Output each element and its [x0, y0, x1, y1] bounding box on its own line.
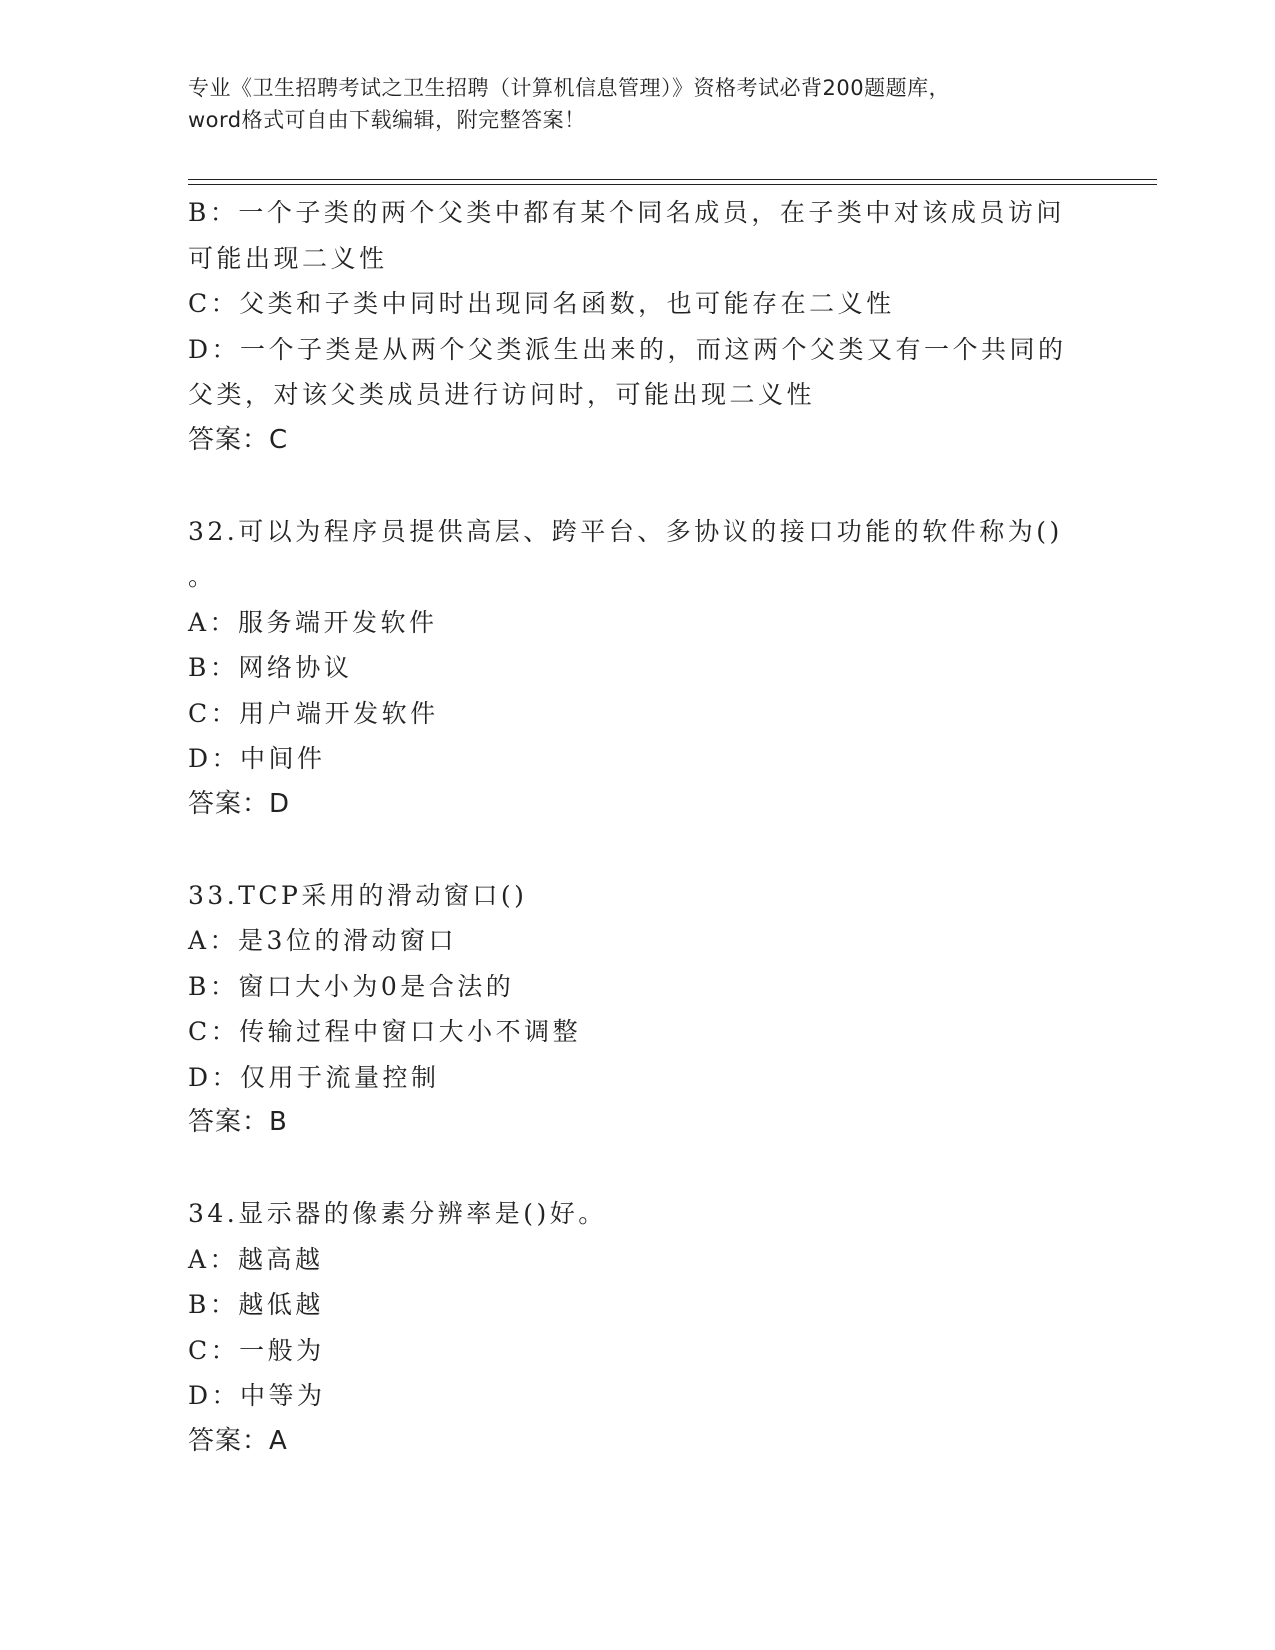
question-block-34	[188, 1191, 1088, 1464]
header-title-line-1: 专业《卫生招聘考试之卫生招聘（计算机信息管理）》资格考试必背200题题库，	[188, 76, 951, 100]
question-text-continued: 。	[188, 562, 217, 591]
document-header	[188, 72, 1088, 136]
spacer	[188, 463, 1088, 509]
option-a: A：是3位的滑动窗口	[188, 926, 457, 955]
option-b-continued: 可能出现二义性	[188, 243, 388, 273]
option-d: D：中等为	[188, 1381, 326, 1410]
header-divider-top	[188, 179, 1157, 180]
option-a: A：服务端开发软件	[188, 607, 438, 637]
spacer	[188, 1146, 1088, 1192]
question-text: 34.显示器的像素分辨率是()好。	[188, 1199, 607, 1228]
option-c: C：传输过程中窗口大小不调整	[188, 1017, 582, 1046]
question-block-33	[188, 873, 1088, 1146]
answer: 答案：C	[188, 424, 289, 455]
answer: 答案：D	[188, 788, 291, 819]
option-b: B：一个子类的两个父类中都有某个同名成员，在子类中对该成员访问	[188, 198, 1065, 227]
option-d: D：仅用于流量控制	[188, 1062, 440, 1092]
option-d-continued: 父类，对该父类成员进行访问时，可能出现二义性	[188, 380, 816, 409]
header-divider-bottom	[188, 184, 1157, 185]
option-d: D：一个子类是从两个父类派生出来的，而这两个父类又有一个共同的	[188, 334, 1067, 364]
option-b: B：窗口大小为0是合法的	[188, 971, 515, 1001]
option-b: B：越低越	[188, 1290, 324, 1319]
spacer	[188, 827, 1088, 873]
option-c: C：父类和子类中同时出现同名函数，也可能存在二义性	[188, 289, 895, 318]
option-c: C：一般为	[188, 1335, 325, 1365]
question-text: 32.可以为程序员提供高层、跨平台、多协议的接口功能的软件称为()	[188, 516, 1063, 546]
question-text: 33.TCP采用的滑动窗口()	[188, 880, 528, 910]
question-list	[188, 190, 1088, 1464]
answer: 答案：B	[188, 1107, 288, 1137]
option-c: C：用户端开发软件	[188, 698, 439, 728]
option-d: D：中间件	[188, 744, 326, 773]
option-b: B：网络协议	[188, 653, 353, 682]
question-block-32	[188, 509, 1088, 828]
question-block-31	[188, 190, 1088, 463]
header-title-line-2: word格式可自由下载编辑，附完整答案！	[188, 108, 586, 132]
option-a: A：越高越	[188, 1244, 324, 1274]
answer: 答案：A	[188, 1425, 288, 1456]
